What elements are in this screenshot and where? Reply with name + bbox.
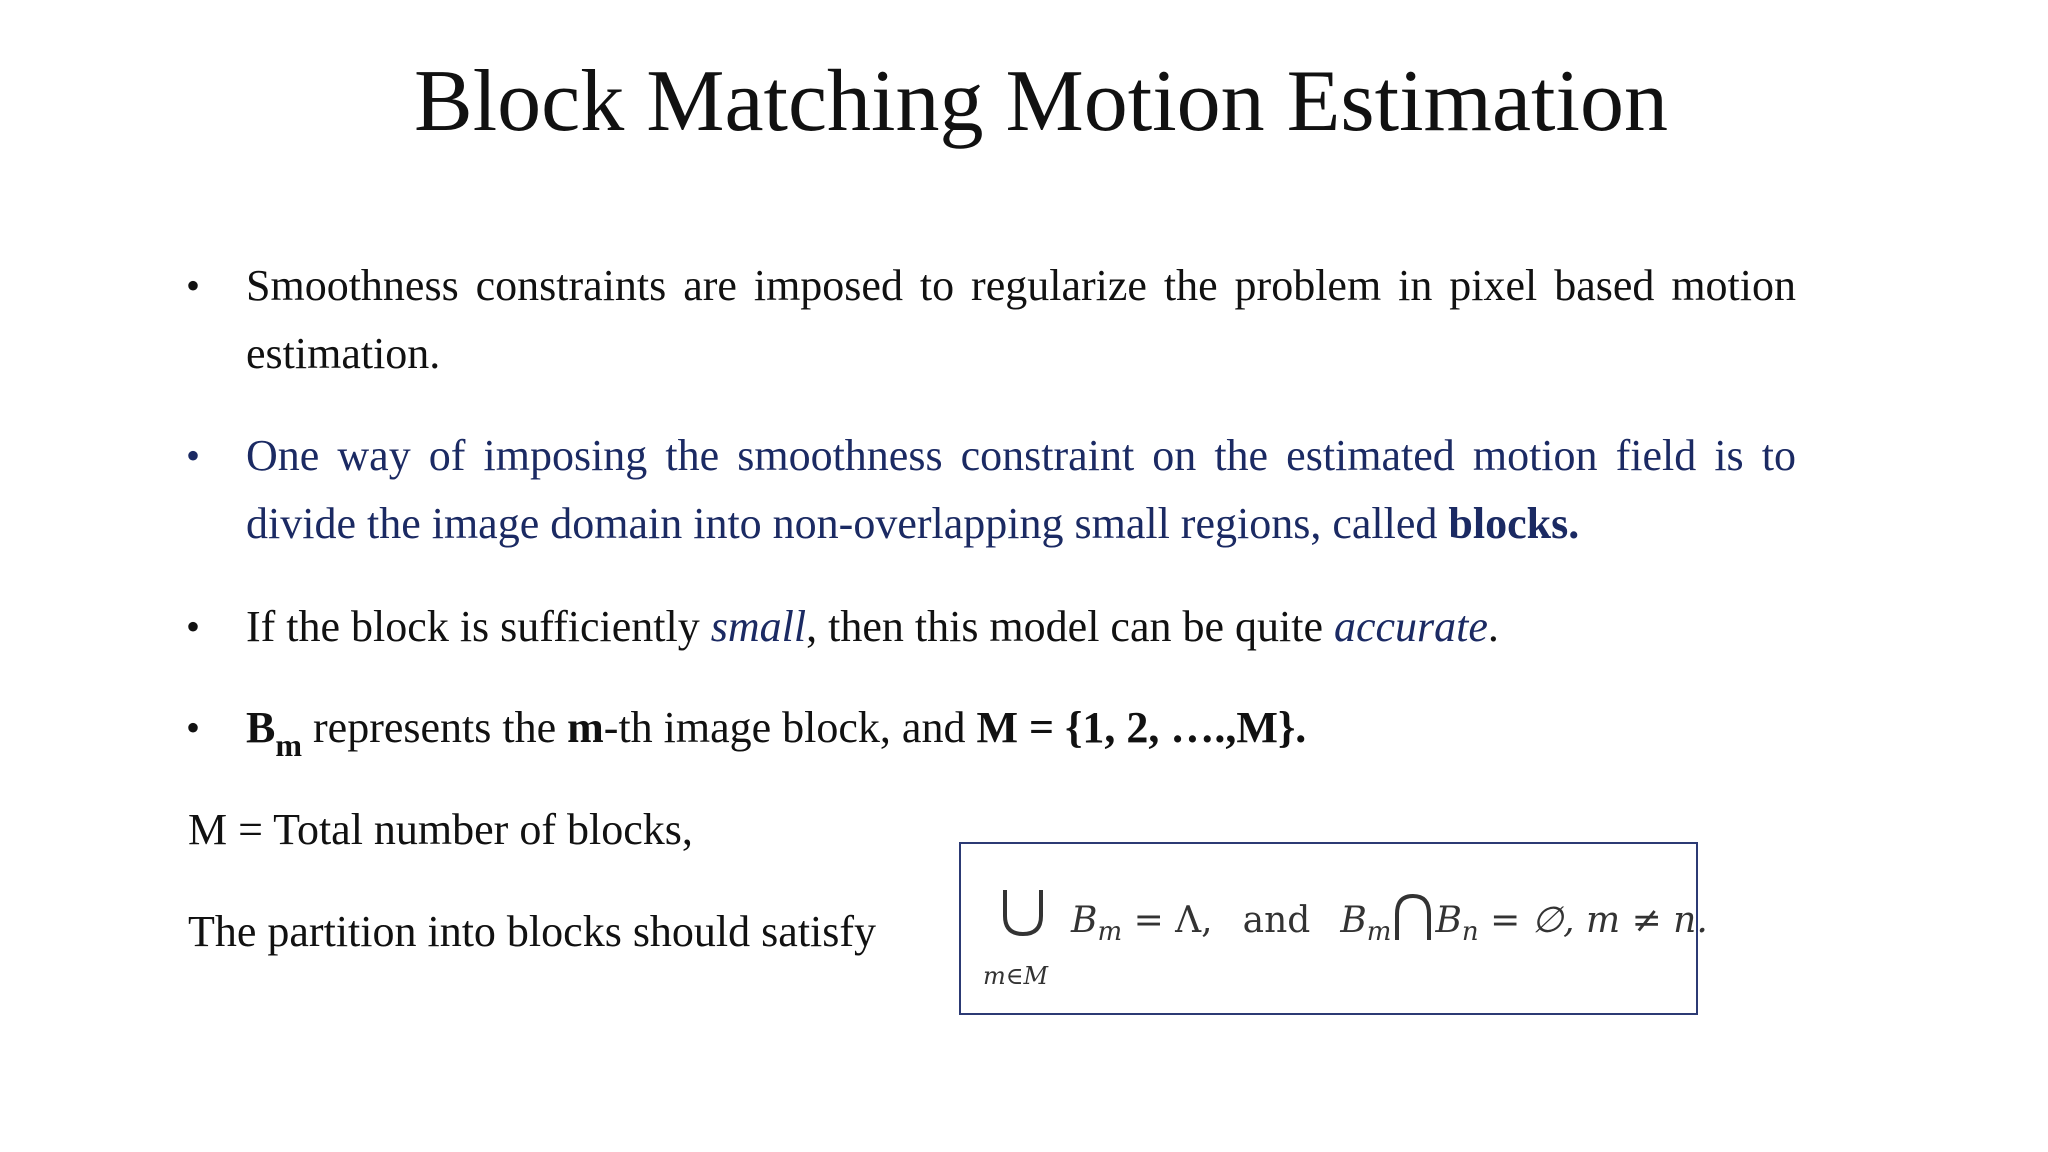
bullet-text [246,694,1796,765]
index-symbol: m [567,703,604,752]
partition-formula [959,842,1708,1015]
union-icon [999,888,1047,938]
bullet-dot-icon: • [186,705,201,750]
bullet-emphasis-accurate: accurate [1333,602,1488,651]
formula-block-symbol: B [1340,900,1367,941]
total-blocks-line: M = Total number of blocks, [188,805,693,854]
bullet-text-part: represents the [302,703,568,752]
union-index-label: m∈M [983,962,1049,990]
formula-subscript: m [1366,917,1392,947]
bullet-dot-icon: • [186,604,201,649]
formula-tail: = ∅, m ≠ n. [1478,900,1708,941]
block-symbol: B [246,703,276,752]
intersection-icon [1391,892,1435,942]
partition-line: The partition into blocks should satisfy [188,907,877,956]
bullet-text-bold: blocks. [1448,499,1580,548]
bullet-text-part: . [1487,602,1499,651]
bullet-dot-icon: • [186,263,201,308]
block-symbol-subscript: m [275,727,303,763]
bullet-dot-icon: • [186,433,201,478]
bullet-text-prefix: One way of imposing the smoothness constraint on the estimated motion field is to divide the image domain into non-overlapping small regions, called [246,431,1796,548]
block-set: M = {1, 2, ….,M}. [976,703,1307,752]
bullet-text-part: -th image block, and [603,703,977,752]
bullet-emphasis-small: small [710,602,807,651]
bullet-text-part: If the block is sufficiently [246,602,711,651]
formula-expression [1071,898,1708,948]
bullet-text-part: , then this model can be quite [806,602,1334,651]
formula-subscript: n [1461,917,1479,947]
formula-block-symbol: B [1435,900,1462,941]
bullet-text [246,422,1796,558]
bullet-text [246,593,1796,661]
slide-title: Block Matching Motion Estimation [414,53,1668,150]
formula-and: and [1242,900,1311,941]
bullet-text: Smoothness constraints are imposed to regularize the problem in pixel based motion estimation. [246,261,1796,378]
formula-block-symbol: B [1071,900,1098,941]
formula-subscript: m [1097,917,1123,947]
formula-equals-lambda: = Λ, [1122,900,1213,941]
